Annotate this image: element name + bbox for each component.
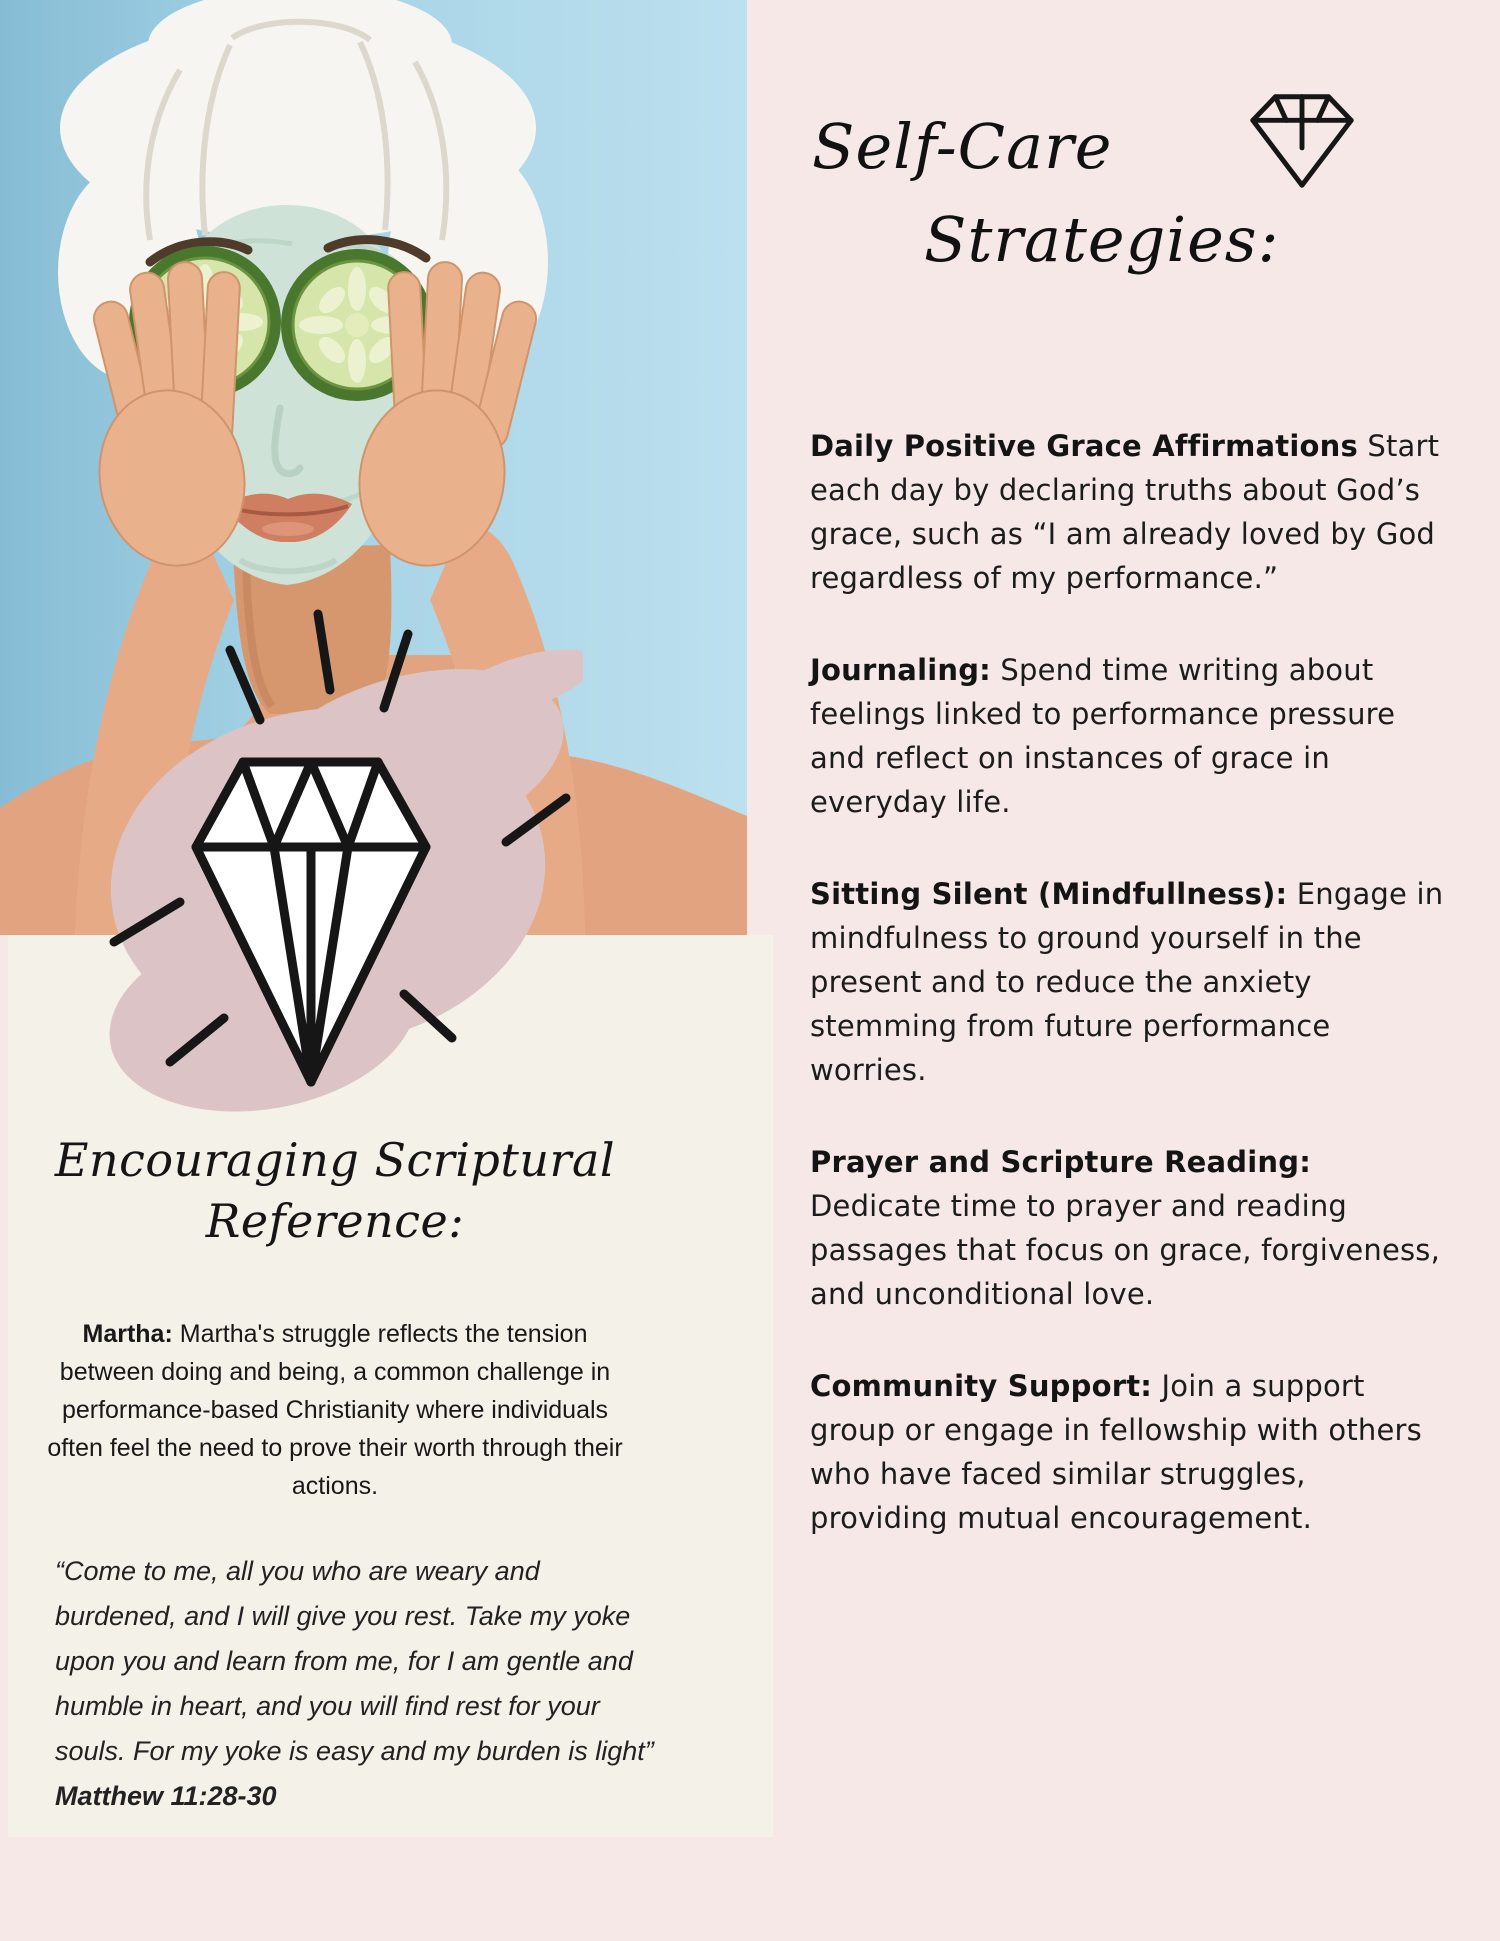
section-journaling-label: Journaling: (810, 653, 991, 687)
scripture-heading-line1: Encouraging Scriptural (54, 1133, 616, 1187)
section-journaling-body: Spend time writing about feelings linked to performance pressure and reflect on instances of grace in everyday life. (810, 653, 1396, 819)
section-prayer (810, 1140, 1450, 1316)
diamond-illustration (78, 592, 583, 1127)
quote-reference: Matthew 11:28-30 (55, 1781, 277, 1811)
section-journaling (810, 648, 1450, 824)
sparkling-diamond-art (78, 592, 583, 1127)
scripture-heading (45, 1130, 625, 1251)
page-title-line2: Strategies: (924, 203, 1280, 276)
scripture-heading-line2: Reference: (205, 1193, 465, 1248)
page-title-line1: Self-Care (812, 110, 1113, 183)
section-mindfulness (810, 872, 1450, 1092)
martha-paragraph (45, 1315, 625, 1505)
section-prayer-body: Dedicate time to prayer and reading passages that focus on grace, forgiveness, and unconditional love. (810, 1189, 1441, 1311)
section-mindfulness-label: Sitting Silent (Mindfullness): (810, 877, 1288, 911)
diamond-icon (1243, 82, 1361, 200)
martha-text: Martha's struggle reflects the tension between doing and being, a common challenge in performance-based Christianity where individuals often feel the need to prove their worth through their actions. (47, 1320, 623, 1500)
quote-text: “Come to me, all you who are weary and burdened, and I will give you rest. Take my yoke upon you and learn from me, for I am gentle and humble in heart, and you will find rest for your souls. For my yoke is easy and my burden is light” (55, 1556, 654, 1766)
section-community (810, 1364, 1450, 1540)
martha-label: Martha: (82, 1320, 173, 1348)
scripture-quote (55, 1549, 667, 1819)
section-community-label: Community Support: (810, 1369, 1153, 1403)
section-affirmations (810, 424, 1450, 600)
section-affirmations-label: Daily Positive Grace Affirmations (810, 429, 1358, 463)
section-prayer-label: Prayer and Scripture Reading: (810, 1145, 1311, 1179)
section-mindfulness-body: Engage in mindfulness to ground yourself in the present and to reduce the anxiety stemming from future performance worries. (810, 877, 1444, 1087)
self-care-sections (810, 424, 1450, 1588)
section-community-body: Join a support group or engage in fellowship with others who have faced similar struggles, providing mutual encouragement. (810, 1369, 1422, 1535)
section-affirmations-body: Start each day by declaring truths about God’s grace, such as “I am already loved by God regardless of my performance.” (810, 429, 1440, 595)
